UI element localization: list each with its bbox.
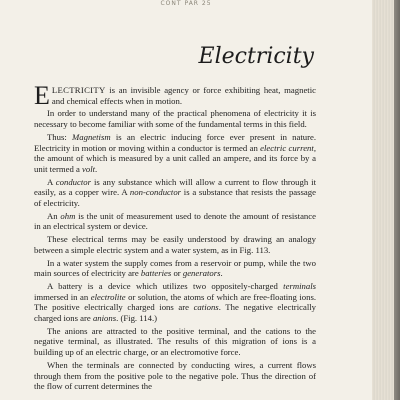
text-run: or bbox=[171, 268, 183, 279]
term-generators: generators bbox=[182, 268, 221, 279]
text-run: is any substance which will allow a current to flow through it easily, as a copper wire. A bbox=[34, 176, 316, 198]
term-electrolite: electrolite bbox=[90, 291, 126, 302]
term-non-conductor: non-conductor bbox=[129, 187, 182, 198]
text-run: . bbox=[220, 268, 223, 279]
term-electric-current: electric current bbox=[260, 142, 314, 153]
paragraph-1-text: is an invisible agency or force exhibiting heat, magnetic and chemical effects when in motion. bbox=[51, 85, 316, 106]
paragraph-3 bbox=[34, 132, 316, 175]
page-edges bbox=[372, 0, 400, 400]
term-batteries: batteries bbox=[140, 268, 172, 279]
text-run: or solution, the atoms of which are free-floating ions. The positive electrically charged ions are bbox=[34, 291, 316, 313]
paragraph-6: These electrical terms may be easily understood by drawing an analogy between a simple electric system and a water system, as in Fig. 113. bbox=[34, 234, 316, 255]
text-run: is a substance that resists the passage of electricity. bbox=[34, 187, 316, 209]
text-run: Thus: bbox=[47, 131, 73, 142]
paragraph-10: When the terminals are connected by conducting wires, a current flows through them from the positive pole to the negative pole. Thus the direction of the flow of current determines the bbox=[34, 359, 316, 392]
opening-caps: LECTRICITY bbox=[51, 85, 106, 95]
text-run: An bbox=[47, 210, 61, 221]
chapter-title: Electricity bbox=[198, 44, 314, 69]
text-run: A battery is a device which utilizes two oppositely-charged bbox=[47, 280, 284, 291]
body-text bbox=[34, 81, 317, 394]
text-run: A bbox=[47, 176, 56, 187]
term-ohm: ohm bbox=[60, 210, 76, 221]
term-volt: volt bbox=[82, 163, 96, 174]
text-run: . The negative electrically charged ions are bbox=[34, 302, 316, 324]
text-run: is an electric inducing force ever present in nature. Electricity in motion or moving within a conductor is termed an bbox=[34, 131, 317, 153]
text-run: . bbox=[95, 163, 98, 174]
paragraph-7 bbox=[34, 258, 316, 279]
term-cations: cations bbox=[193, 302, 219, 313]
paragraph-2: In order to understand many of the practical phenomena of electricity it is necessary to become familiar with some of the fundamental terms in this field. bbox=[34, 108, 316, 130]
text-run: immersed in an bbox=[34, 291, 91, 302]
text-run: . (Fig. 114.) bbox=[116, 313, 158, 324]
term-magnetism: Magnetism bbox=[72, 131, 111, 142]
text-run: is the unit of measurement used to denote the amount of resistance in an electrical system or device. bbox=[34, 210, 316, 232]
text-run: , the amount of which is measured by a unit called an ampere, and its force by a unit termed a bbox=[34, 142, 316, 174]
term-conductor: conductor bbox=[55, 176, 92, 187]
paragraph-1 bbox=[34, 81, 316, 110]
paragraph-9: The anions are attracted to the positive terminal, and the cations to the negative terminal, as illustrated. The results of this migration of ions is a building up of an electric charge, or an electromotive force. bbox=[34, 325, 316, 358]
drop-cap: E bbox=[34, 81, 50, 110]
term-anions: anions bbox=[92, 313, 117, 324]
text-run: In a water system the supply comes from a reservoir or pump, while the two main sources of electricity are bbox=[34, 257, 316, 279]
paragraph-5 bbox=[34, 211, 316, 232]
term-terminals: terminals bbox=[283, 280, 316, 291]
running-head: CONT PAR 25 bbox=[160, 0, 212, 7]
paragraph-8 bbox=[34, 281, 316, 324]
paragraph-4 bbox=[34, 177, 316, 209]
